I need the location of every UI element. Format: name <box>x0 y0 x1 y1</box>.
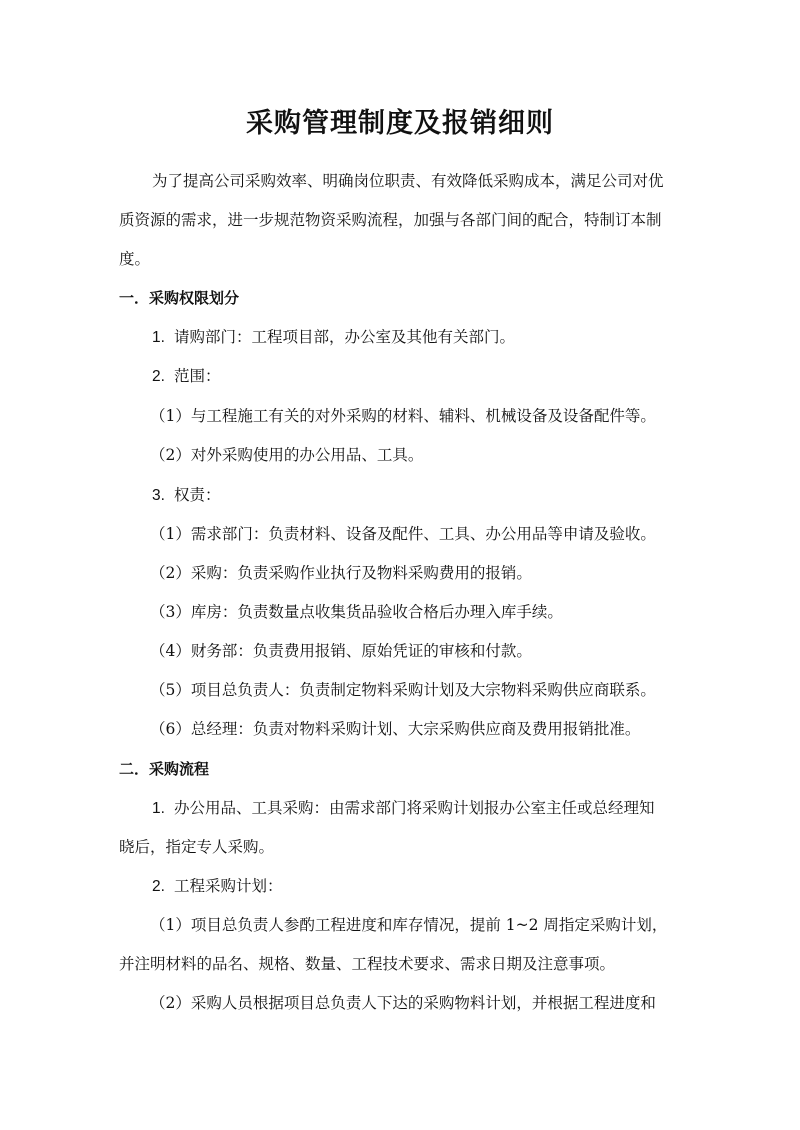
scope-item-1: （1）与工程施工有关的对外采购的材料、辅料、机械设备及设备配件等。 <box>150 407 656 425</box>
item-number: 2. <box>152 878 165 895</box>
document-title: 采购管理制度及报销细则 <box>246 108 554 139</box>
item-text: 请购部门：工程项目部，办公室及其他有关部门。 <box>174 328 516 346</box>
duty-item-5: （5）项目总负责人：负责制定物料采购计划及大宗物料采购供应商联系。 <box>150 681 656 699</box>
item-text: 权责： <box>174 486 221 504</box>
duty-item-3: （3）库房：负责数量点收集货品验收合格后办理入库手续。 <box>150 603 563 621</box>
item-number: 2. <box>152 368 165 385</box>
list-item <box>152 365 221 388</box>
list-item <box>152 484 221 507</box>
item-text: 工程采购计划： <box>174 877 283 895</box>
list-item <box>152 326 515 349</box>
list-item <box>152 875 283 898</box>
item-text: 范围： <box>174 367 221 385</box>
intro-line-1: 为了提高公司采购效率、明确岗位职责、有效降低采购成本，满足公司对优 <box>152 172 664 190</box>
list-item <box>152 797 655 820</box>
intro-line-3: 度。 <box>119 250 151 268</box>
section-heading-purchasing-authority: 一．采购权限划分 <box>119 289 240 307</box>
duty-item-2: （2）采购：负责采购作业执行及物料采购费用的报销。 <box>150 564 532 582</box>
plan-line-3: （2）采购人员根据项目总负责人下达的采购物料计划，并根据工程进度和 <box>150 994 656 1012</box>
item-number: 1. <box>152 800 165 817</box>
item-number: 1. <box>152 329 165 346</box>
duty-item-6: （6）总经理：负责对物料采购计划、大宗采购供应商及费用报销批准。 <box>150 720 641 738</box>
duty-item-4: （4）财务部：负责费用报销、原始凭证的审核和付款。 <box>150 642 532 660</box>
intro-line-2: 质资源的需求，进一步规范物资采购流程，加强与各部门间的配合，特制订本制 <box>119 211 662 229</box>
duty-item-1: （1）需求部门：负责材料、设备及配件、工具、办公用品等申请及验收。 <box>150 525 656 543</box>
item-text: 办公用品、工具采购：由需求部门将采购计划报办公室主任或总经理知 <box>174 799 655 817</box>
item-number: 3. <box>152 487 165 504</box>
plan-line-1: （1）项目总负责人参酌工程进度和库存情况，提前 1~2 周指定采购计划， <box>150 916 668 934</box>
scope-item-2: （2）对外采购使用的办公用品、工具。 <box>150 446 424 464</box>
plan-line-2: 并注明材料的品名、规格、数量、工程技术要求、需求日期及注意事项。 <box>119 955 616 973</box>
list-item-continuation: 晓后，指定专人采购。 <box>119 838 275 856</box>
section-heading-purchasing-process: 二．采购流程 <box>119 760 210 778</box>
